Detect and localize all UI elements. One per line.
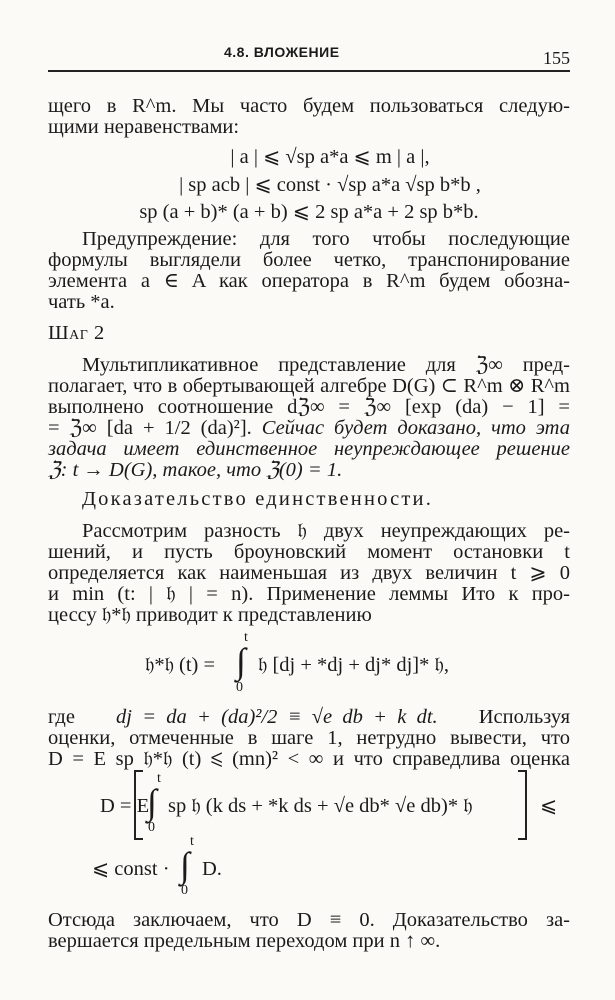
italic-line: задача имеет единственное неупреждающее решение (48, 438, 570, 460)
paragraph-multiplicative (48, 355, 570, 481)
eq-lhs: 𝔥*𝔥 (t) = (145, 654, 216, 676)
formula: dj = da + (da)²/2 ≡ √e db + k dt. (115, 706, 438, 728)
text-line: шений, и пусть броуновский момент остановки t (48, 541, 570, 563)
integral-upper-limit: t (190, 834, 194, 849)
running-header: 4.8. ВЛОЖЕНИЕ (224, 44, 340, 60)
text-line: Отсюда заключаем, что D ≡ 0. Доказательство за- (48, 909, 570, 931)
text-line: выполнено соотношение dℨ∞ = ℨ∞ [exp (da) − 1] = (48, 396, 570, 418)
inequality-3: sp (a + b)* (a + b) ⩽ 2 sp a*a + 2 sp b*b. (139, 201, 479, 223)
text-line: Мультипликативное представление для ℨ∞ пред- (82, 354, 570, 376)
italic-text: Сейчас будет доказано, что эта (261, 417, 570, 439)
formula: = ℨ∞ [da + 1/2 (da)²]. (48, 417, 262, 439)
text-line (48, 418, 570, 439)
italic-line: ℨ: t → D(G), такое, что ℨ(0) = 1. (48, 459, 343, 481)
step-heading: Шаг 2 (48, 322, 105, 344)
proof-heading: Доказательство единственности. (82, 488, 434, 510)
eq-relation: ⩽ (540, 795, 558, 817)
integral-lower-limit: 0 (181, 883, 188, 898)
inequality-1: | a | ⩽ √sp a*a ⩽ m | a |, (230, 146, 430, 168)
eq-rhs: 𝔥 [dj + *dj + dj* dj]* 𝔥, (258, 654, 449, 676)
paragraph-conclusion (48, 910, 570, 952)
right-bracket (518, 770, 527, 840)
paragraph-warning (48, 229, 570, 313)
integral-lower-limit: 0 (236, 680, 243, 695)
integral-sign: ∫ (147, 782, 157, 822)
page-number: 155 (543, 48, 570, 68)
text-line: оценки, отмеченные в шаге 1, нетрудно вывести, что (48, 727, 570, 749)
text-line: полагает, что в обертывающей алгебре D(G) ⊂ R^m ⊗ R^m (48, 375, 570, 397)
eq-rhs: D. (202, 858, 222, 880)
text-line: вершается предельным переходом при n ↑ ∞. (48, 930, 441, 952)
text-line: щего в R^m. Мы часто будем пользоваться следую- (48, 95, 570, 117)
integral-upper-limit: t (244, 630, 248, 645)
paragraph-where (48, 707, 570, 770)
integral-lower-limit: 0 (148, 820, 155, 835)
eq-lhs: D = E (100, 795, 150, 817)
text-line: щими неравенствами: (48, 116, 240, 138)
integral-sign: ∫ (236, 641, 246, 681)
text-line: чать *a. (48, 291, 115, 313)
paragraph-consider (48, 521, 570, 626)
text-line: Рассмотрим разность 𝔥 двух неупреждающих ре- (82, 520, 570, 542)
text-line: цессу 𝔥*𝔥 приводит к представлению (48, 604, 372, 626)
eq-integrand: sp 𝔥 (k ds + *k ds + √e db* √e db)* 𝔥 (168, 795, 473, 817)
inequality-2: | sp acb | ⩽ const · √sp a*a √sp b*b , (179, 174, 481, 196)
eq-lhs: ⩽ const · (92, 858, 170, 880)
word: где (48, 706, 75, 728)
text-line: и min (t: | 𝔥 | = n). Применение леммы Ито к про- (48, 583, 570, 605)
text-line: элемента a ∈ A как оператора в R^m будем обозна- (48, 270, 570, 292)
integral-upper-limit: t (157, 771, 161, 786)
text-line: Предупреждение: для того чтобы последующие (82, 228, 570, 250)
integral-sign: ∫ (180, 845, 190, 885)
text-line: D = E sp 𝔥*𝔥 (t) ⩽ (mn)² < ∞ и что справедлива оценка (48, 748, 570, 770)
word: Используя (478, 706, 571, 728)
text-line: формулы выглядели более четко, транспонирование (48, 249, 570, 271)
left-bracket (134, 770, 143, 840)
paragraph-intro (48, 96, 570, 138)
header-rule (48, 70, 570, 72)
text-line: определяется как наименьшая из двух величин t ⩾ 0 (48, 562, 570, 584)
text-line (48, 707, 570, 728)
